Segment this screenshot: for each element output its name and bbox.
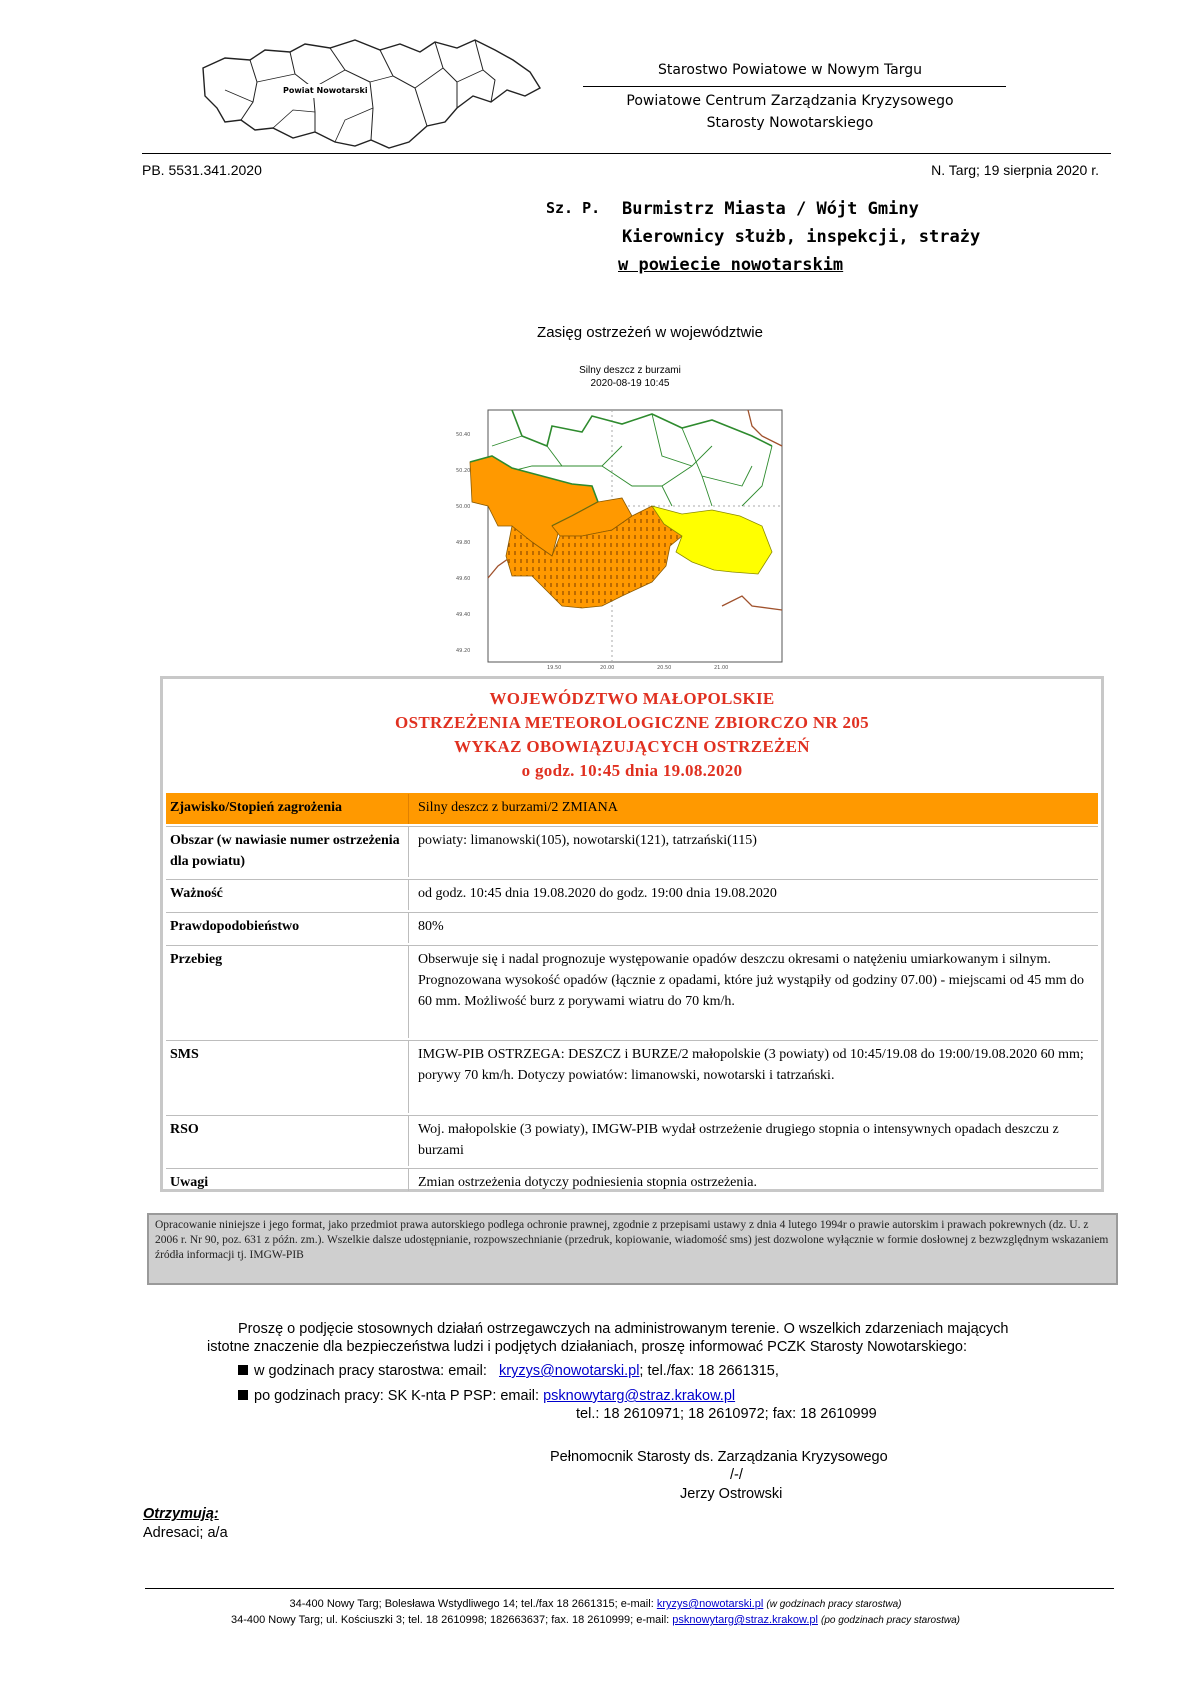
svg-text:19.50: 19.50 [547, 665, 562, 671]
svg-text:49.20: 49.20 [456, 648, 471, 654]
salutation: Sz. P. [546, 199, 601, 217]
warning-row-probability [166, 912, 1098, 943]
row-key: SMS [166, 1041, 409, 1113]
warning-row-validity [166, 879, 1098, 910]
warning-row-course [166, 945, 1098, 1038]
header-divider-short [583, 86, 1006, 87]
row-key: RSO [166, 1116, 409, 1166]
row-key: Prawdopodobieństwo [166, 913, 409, 943]
svg-text:50.40: 50.40 [456, 432, 471, 438]
powiat-map-icon [195, 30, 550, 155]
row-key: Uwagi [166, 1169, 409, 1191]
email-link-fire-service[interactable]: psknowytarg@straz.krakow.pl [543, 1388, 736, 1404]
recipient-line-3: w powiecie nowotarskim [618, 255, 844, 275]
row-key: Zjawisko/Stopień zagrożenia [166, 794, 409, 824]
doc-reference: PB. 5531.341.2020 [142, 162, 262, 178]
contact-label: po godzinach pracy: SK K-nta P PSP: email: [254, 1388, 540, 1404]
warning-row-area [166, 826, 1098, 877]
copyright-notice: Opracowanie niniejsze i jego format, jako przedmiot prawa autorskiego podlega ochronie prawnej, zgodnie z przepisami ustawy z dnia 4 lutego 1994r o prawie autorskim i prawach pokrewnych (dz. U. z 2006 r. Nr 90, poz. 631 z późn. zm.). Wszelkie dalsze udostępnianie, rozpowszechnianie (przedruk, kopiowanie, wiadomość sms) jest dozwolone wyłącznie w formie dosłownej z bezwzględnym wskazaniem źródła informacji tj. IMGW-PIB [147, 1213, 1118, 1285]
contact-after-hours [238, 1387, 735, 1405]
row-value: IMGW-PIB OSTRZEGA: DESZCZ i BURZE/2 małopolskie (3 powiaty) od 10:45/19.08 do 19:00/19.08.2020 60 mm; porywy 70 km/h. Dotyczy powiatów: limanowski, nowotarski i tatrzański. [418, 1047, 1084, 1083]
row-value: Zmian ostrzeżenia dotyczy podniesienia stopnia ostrzeżenia. [418, 1175, 757, 1190]
footer-address: 34-400 Nowy Targ; Bolesława Wstydliwego 14; tel./fax 18 2661315; e-mail: [289, 1598, 654, 1610]
recipients: Adresaci; a/a [143, 1525, 228, 1541]
footer-line-2 [0, 1614, 1191, 1626]
contact-office-hours [238, 1362, 779, 1380]
doc-date: N. Targ; 19 sierpnia 2020 r. [931, 162, 1099, 178]
svg-text:50.00: 50.00 [456, 504, 471, 510]
org-unit: Powiatowe Centrum Zarządzania Kryzysowego [626, 93, 954, 109]
warning-list-title: WYKAZ OBOWIĄZUJĄCYCH OSTRZEŻEŃ [454, 737, 810, 756]
footer-divider [145, 1588, 1114, 1589]
row-value: powiaty: limanowski(105), nowotarski(121), tatrzański(115) [418, 833, 757, 848]
map-title: Zasięg ostrzeżeń w województwie [537, 324, 763, 341]
header-divider [142, 153, 1111, 154]
svg-text:49.80: 49.80 [456, 540, 471, 546]
svg-text:49.40: 49.40 [456, 612, 471, 618]
warning-row-sms [166, 1040, 1098, 1113]
bullet-icon [238, 1390, 248, 1400]
row-value: od godz. 10:45 dnia 19.08.2020 do godz. 19:00 dnia 19.08.2020 [418, 886, 777, 901]
svg-text:50.20: 50.20 [456, 468, 471, 474]
map-subtitle: Silny deszcz z burzami [579, 365, 681, 376]
map-timestamp: 2020-08-19 10:45 [590, 378, 670, 389]
row-value: Woj. małopolskie (3 powiaty), IMGW-PIB wydał ostrzeżenie drugiego stopnia o intensywnych opadach deszczu z burzami [418, 1122, 1059, 1158]
svg-text:20.00: 20.00 [600, 665, 615, 671]
recipients-label: Otrzymują: [143, 1506, 219, 1522]
row-value: 80% [418, 919, 444, 934]
recipient-line-2: Kierownicy służb, inspekcji, straży [622, 227, 981, 247]
warning-row-rso [166, 1115, 1098, 1166]
row-key: Ważność [166, 880, 409, 910]
warning-time-title: o godz. 10:45 dnia 19.08.2020 [521, 761, 743, 780]
row-value: Obserwuje się i nadal prognozuje występowanie opadów deszczu okresami o natężeniu umiarkowanym i silnym. Prognozowana wysokość opadów (łącznie z opadami, które już wystąpiły od godziny 07.00) - miejscami od 45 mm do 60 mm. Możliwość burz z porywami wiatru do 70 km/h. [418, 952, 1085, 1009]
warning-row-remarks [166, 1168, 1098, 1191]
footer-email-office[interactable]: kryzys@nowotarski.pl [656, 1598, 764, 1610]
request-paragraph-1: Proszę o podjęcie stosownych działań ostrzegawczych na administrowanym terenie. O wszelkich zdarzeniach mających [238, 1321, 1009, 1337]
footer-line-1 [0, 1598, 1191, 1610]
org-name: Starostwo Powiatowe w Nowym Targu [657, 62, 923, 78]
signature-title: Pełnomocnik Starosty ds. Zarządzania Kryzysowego [550, 1449, 888, 1465]
logo-label: Powiat Nowotarski [283, 86, 368, 95]
warning-number-title: OSTRZEŻENIA METEOROLOGICZNE ZBIORCZO NR 205 [395, 713, 869, 732]
svg-text:49.60: 49.60 [456, 576, 471, 582]
footer-note: (po godzinach pracy starostwa) [821, 1615, 960, 1626]
signature-name: Jerzy Ostrowski [680, 1486, 783, 1502]
signature-mark: /-/ [730, 1467, 743, 1483]
footer-address: 34-400 Nowy Targ; ul. Kościuszki 3; tel. 18 2610998; 182663637; fax. 18 2610999; e-mail: [230, 1614, 670, 1626]
svg-text:21.00: 21.00 [714, 665, 729, 671]
email-link-office[interactable]: kryzys@nowotarski.pl [499, 1363, 640, 1379]
contact-after-hours-phone: tel.: 18 2610971; 18 2610972; fax: 18 2610999 [576, 1406, 877, 1422]
warning-region-title: WOJEWÓDZTWO MAŁOPOLSKIE [489, 689, 775, 708]
row-value: Silny deszcz z burzami/2 ZMIANA [418, 800, 618, 815]
bullet-icon [238, 1365, 248, 1375]
row-key: Przebieg [166, 946, 409, 1038]
org-unit-2: Starosty Nowotarskiego [706, 115, 874, 131]
contact-label: w godzinach pracy starostwa: email: [254, 1363, 487, 1379]
row-key: Obszar (w nawiasie numer ostrzeżenia dla powiatu) [166, 827, 409, 877]
footer-email-fire-service[interactable]: psknowytarg@straz.krakow.pl [672, 1614, 818, 1626]
request-paragraph-2: istotne znaczenie dla bezpieczeństwa ludzi i podjętych działaniach, proszę informować PCZK Starosty Nowotarskiego: [207, 1339, 968, 1355]
contact-phone: ; tel./fax: 18 2661315, [639, 1363, 779, 1379]
warning-table [160, 676, 1104, 1192]
warning-map [452, 406, 787, 671]
svg-text:20.50: 20.50 [657, 665, 672, 671]
warning-row-phenomenon [166, 793, 1098, 824]
recipient-line-1: Burmistrz Miasta / Wójt Gminy [622, 199, 919, 219]
logo-map [195, 30, 550, 155]
footer-note: (w godzinach pracy starostwa) [766, 1599, 902, 1610]
